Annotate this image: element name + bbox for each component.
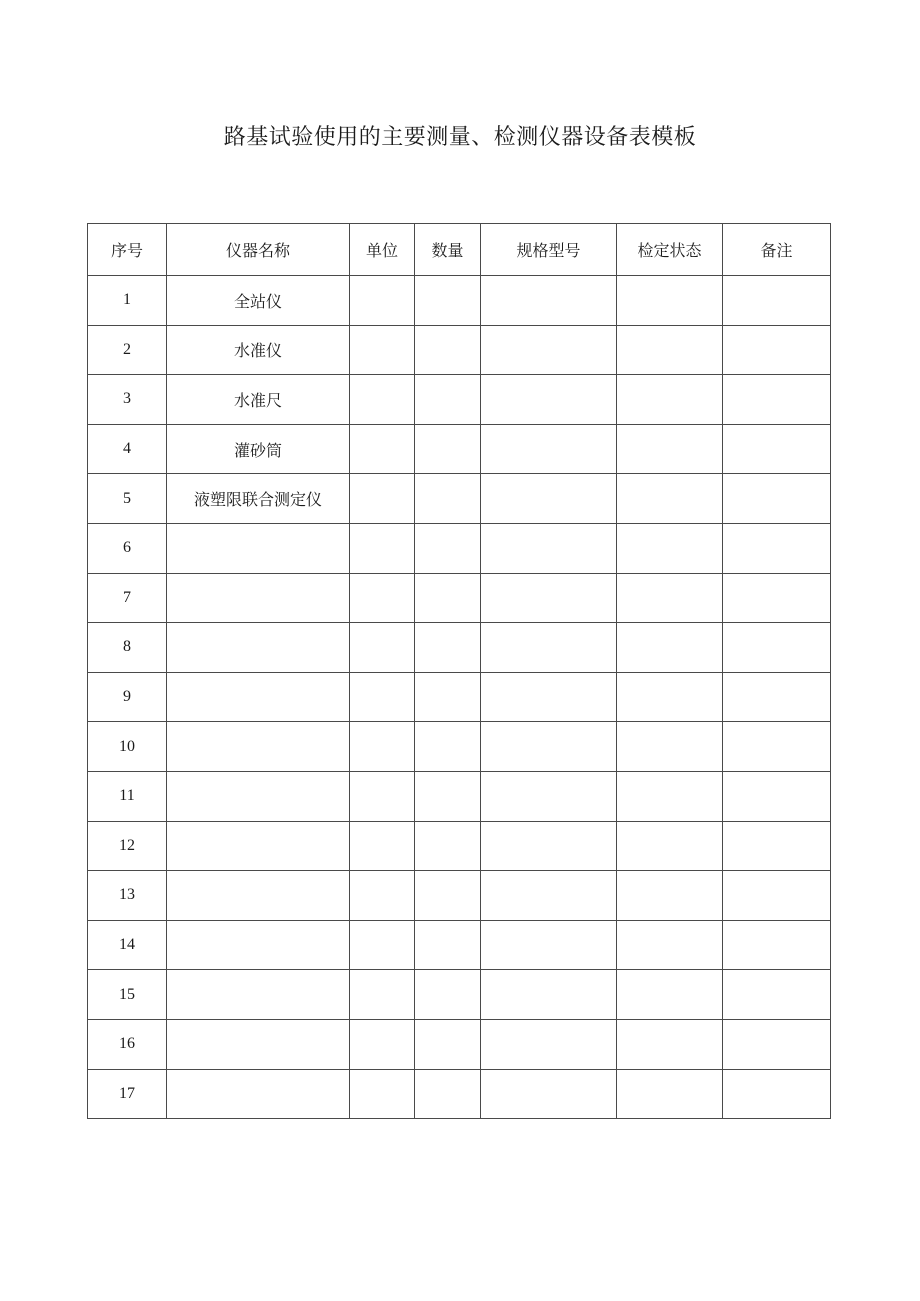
cell-quantity	[415, 424, 481, 474]
cell-instrument-name: 灌砂筒	[167, 424, 350, 474]
cell-calibration-status	[617, 573, 723, 623]
cell-quantity	[415, 375, 481, 425]
cell-unit	[350, 1069, 415, 1119]
cell-serial-no: 2	[88, 325, 167, 375]
cell-remarks	[723, 1069, 831, 1119]
cell-remarks	[723, 623, 831, 673]
cell-serial-no: 11	[88, 771, 167, 821]
cell-calibration-status	[617, 276, 723, 326]
cell-serial-no: 16	[88, 1019, 167, 1069]
cell-serial-no: 13	[88, 871, 167, 921]
cell-unit	[350, 722, 415, 772]
cell-instrument-name	[167, 722, 350, 772]
cell-unit	[350, 970, 415, 1020]
cell-quantity	[415, 276, 481, 326]
cell-calibration-status	[617, 523, 723, 573]
cell-instrument-name	[167, 920, 350, 970]
table-row	[88, 623, 831, 673]
cell-spec-model	[481, 722, 617, 772]
cell-unit	[350, 871, 415, 921]
cell-quantity	[415, 523, 481, 573]
cell-serial-no: 14	[88, 920, 167, 970]
cell-instrument-name: 水准尺	[167, 375, 350, 425]
cell-unit	[350, 672, 415, 722]
cell-calibration-status	[617, 672, 723, 722]
cell-spec-model	[481, 276, 617, 326]
cell-quantity	[415, 722, 481, 772]
cell-serial-no: 15	[88, 970, 167, 1020]
cell-instrument-name: 全站仪	[167, 276, 350, 326]
cell-serial-no: 10	[88, 722, 167, 772]
cell-calibration-status	[617, 1019, 723, 1069]
cell-instrument-name	[167, 573, 350, 623]
cell-quantity	[415, 871, 481, 921]
cell-remarks	[723, 276, 831, 326]
cell-serial-no: 1	[88, 276, 167, 326]
cell-unit	[350, 573, 415, 623]
cell-instrument-name	[167, 771, 350, 821]
table-row	[88, 523, 831, 573]
cell-quantity	[415, 920, 481, 970]
cell-quantity	[415, 970, 481, 1020]
cell-quantity	[415, 573, 481, 623]
cell-serial-no: 12	[88, 821, 167, 871]
cell-remarks	[723, 424, 831, 474]
cell-calibration-status	[617, 1069, 723, 1119]
table-row	[88, 722, 831, 772]
cell-spec-model	[481, 623, 617, 673]
cell-instrument-name: 液塑限联合测定仪	[167, 474, 350, 524]
cell-calibration-status	[617, 871, 723, 921]
cell-calibration-status	[617, 970, 723, 1020]
header-quantity: 数量	[415, 224, 481, 276]
page-title: 路基试验使用的主要测量、检测仪器设备表模板	[223, 125, 697, 150]
header-remarks: 备注	[723, 224, 831, 276]
cell-quantity	[415, 821, 481, 871]
header-instrument-name: 仪器名称	[167, 224, 350, 276]
cell-unit	[350, 821, 415, 871]
table-header-row	[88, 224, 831, 276]
cell-serial-no: 9	[88, 672, 167, 722]
table-row	[88, 672, 831, 722]
table-row	[88, 276, 831, 326]
table-row	[88, 424, 831, 474]
cell-instrument-name	[167, 871, 350, 921]
table-row	[88, 474, 831, 524]
cell-remarks	[723, 821, 831, 871]
cell-serial-no: 4	[88, 424, 167, 474]
table-row	[88, 821, 831, 871]
table-row	[88, 1019, 831, 1069]
cell-unit	[350, 1019, 415, 1069]
cell-calibration-status	[617, 424, 723, 474]
cell-instrument-name	[167, 523, 350, 573]
header-serial-no: 序号	[88, 224, 167, 276]
cell-instrument-name	[167, 821, 350, 871]
cell-unit	[350, 375, 415, 425]
cell-calibration-status	[617, 821, 723, 871]
cell-spec-model	[481, 821, 617, 871]
cell-spec-model	[481, 375, 617, 425]
cell-remarks	[723, 722, 831, 772]
table-row	[88, 375, 831, 425]
cell-remarks	[723, 1019, 831, 1069]
cell-remarks	[723, 573, 831, 623]
cell-quantity	[415, 1019, 481, 1069]
cell-calibration-status	[617, 623, 723, 673]
cell-spec-model	[481, 523, 617, 573]
cell-spec-model	[481, 325, 617, 375]
table-row	[88, 871, 831, 921]
cell-unit	[350, 920, 415, 970]
cell-unit	[350, 424, 415, 474]
cell-quantity	[415, 474, 481, 524]
cell-calibration-status	[617, 722, 723, 772]
cell-instrument-name	[167, 672, 350, 722]
cell-quantity	[415, 325, 481, 375]
cell-calibration-status	[617, 474, 723, 524]
cell-instrument-name	[167, 623, 350, 673]
cell-remarks	[723, 523, 831, 573]
table-body	[88, 276, 831, 1119]
cell-calibration-status	[617, 325, 723, 375]
cell-instrument-name	[167, 1019, 350, 1069]
cell-quantity	[415, 623, 481, 673]
cell-serial-no: 7	[88, 573, 167, 623]
cell-quantity	[415, 1069, 481, 1119]
cell-serial-no: 6	[88, 523, 167, 573]
cell-calibration-status	[617, 375, 723, 425]
header-spec-model: 规格型号	[481, 224, 617, 276]
cell-unit	[350, 771, 415, 821]
equipment-table	[87, 223, 831, 1119]
table-row	[88, 325, 831, 375]
cell-unit	[350, 523, 415, 573]
cell-unit	[350, 474, 415, 524]
cell-instrument-name	[167, 1069, 350, 1119]
cell-remarks	[723, 871, 831, 921]
table-row	[88, 920, 831, 970]
cell-quantity	[415, 771, 481, 821]
table-row	[88, 573, 831, 623]
cell-remarks	[723, 920, 831, 970]
header-calibration-status: 检定状态	[617, 224, 723, 276]
cell-spec-model	[481, 424, 617, 474]
cell-instrument-name: 水准仪	[167, 325, 350, 375]
cell-remarks	[723, 771, 831, 821]
cell-spec-model	[481, 573, 617, 623]
cell-serial-no: 3	[88, 375, 167, 425]
cell-remarks	[723, 970, 831, 1020]
cell-remarks	[723, 375, 831, 425]
cell-calibration-status	[617, 771, 723, 821]
cell-unit	[350, 325, 415, 375]
cell-spec-model	[481, 1069, 617, 1119]
cell-spec-model	[481, 1019, 617, 1069]
cell-spec-model	[481, 672, 617, 722]
cell-spec-model	[481, 970, 617, 1020]
cell-calibration-status	[617, 920, 723, 970]
cell-serial-no: 17	[88, 1069, 167, 1119]
cell-instrument-name	[167, 970, 350, 1020]
cell-remarks	[723, 672, 831, 722]
cell-spec-model	[481, 474, 617, 524]
cell-serial-no: 8	[88, 623, 167, 673]
cell-remarks	[723, 474, 831, 524]
table-row	[88, 1069, 831, 1119]
table-row	[88, 970, 831, 1020]
cell-unit	[350, 623, 415, 673]
cell-serial-no: 5	[88, 474, 167, 524]
cell-spec-model	[481, 871, 617, 921]
header-unit: 单位	[350, 224, 415, 276]
cell-unit	[350, 276, 415, 326]
cell-remarks	[723, 325, 831, 375]
cell-spec-model	[481, 771, 617, 821]
table-row	[88, 771, 831, 821]
cell-spec-model	[481, 920, 617, 970]
cell-quantity	[415, 672, 481, 722]
